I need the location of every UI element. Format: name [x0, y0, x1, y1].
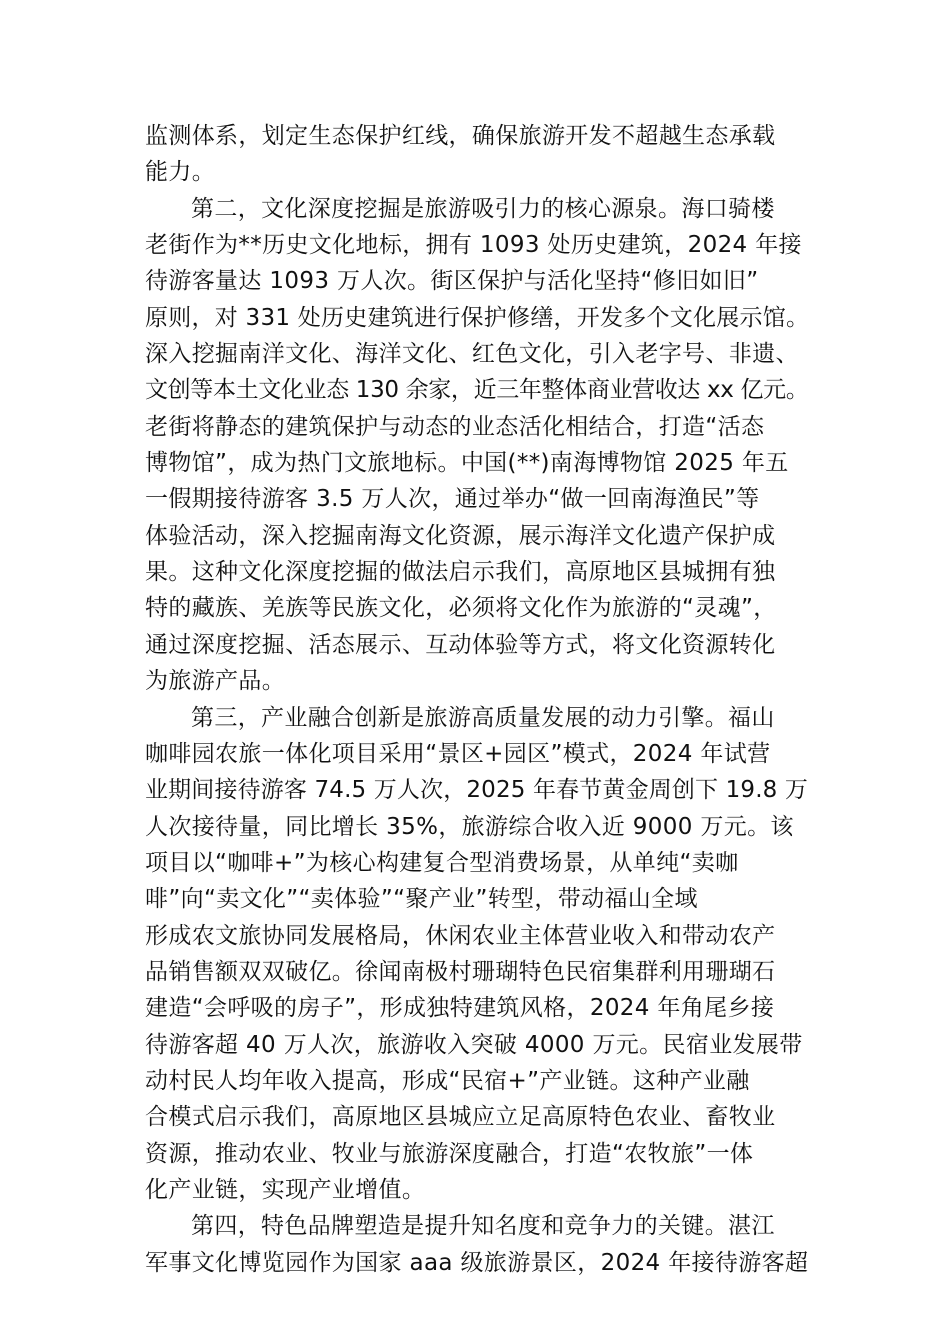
text-line: 啡”向“卖文化”“卖体验”“聚产业”转型，带动福山全域	[145, 886, 698, 913]
text-line: 形成农文旅协同发展格局，休闲农业主体营业收入和带动农产	[145, 922, 776, 949]
text-line: 能力。	[145, 159, 216, 186]
text-line: 特的藏族、羌族等民族文化，必须将文化作为旅游的“灵魂”，	[145, 595, 777, 622]
text-line: 通过深度挖掘、活态展示、互动体验等方式，将文化资源转化	[145, 631, 776, 658]
text-line: 老街将静态的建筑保护与动态的业态活化相结合，打造“活态	[145, 413, 765, 440]
text-line: 老街作为**历史文化地标，拥有 1093 处历史建筑，2024 年接	[145, 232, 802, 259]
text-line: 博物馆”，成为热门文旅地标。中国(**)南海博物馆 2025 年五	[145, 450, 789, 477]
paragraph-first-line: 第二，文化深度挖掘是旅游吸引力的核心源泉。海口骑楼	[191, 195, 775, 222]
text-line: 项目以“咖啡+”为核心构建复合型消费场景，从单纯“卖咖	[145, 849, 739, 876]
document-body-text	[145, 118, 810, 1281]
text-line: 监测体系，划定生态保护红线，确保旅游开发不超越生态承载	[145, 123, 776, 149]
text-line: 深入挖掘南洋文化、海洋文化、红色文化，引入老字号、非遗、	[145, 341, 799, 368]
text-line: 合模式启示我们，高原地区县城应立足高原特色农业、畜牧业	[145, 1104, 776, 1131]
text-line: 动村民人均年收入提高，形成“民宿+”产业链。这种产业融	[145, 1067, 750, 1094]
text-line: 资源，推动农业、牧业与旅游深度融合，打造“农牧旅”一体	[145, 1140, 754, 1167]
text-line: 为旅游产品。	[145, 668, 286, 695]
text-line: 待游客超 40 万人次，旅游收入突破 4000 万元。民宿业发展带	[145, 1031, 803, 1058]
text-line: 文创等本土文化业态 130 余家，近三年整体商业营收达 xx 亿元。	[145, 377, 809, 404]
text-line: 原则，对 331 处历史建筑进行保护修缮，开发多个文化展示馆。	[145, 304, 810, 331]
text-line: 化产业链，实现产业增值。	[145, 1176, 426, 1203]
text-line: 建造“会呼吸的房子”，形成独特建筑风格，2024 年角尾乡接	[145, 995, 775, 1022]
text-line: 体验活动，深入挖掘南海文化资源，展示海洋文化遗产保护成	[145, 522, 776, 549]
paragraph-first-line: 第四，特色品牌塑造是提升知名度和竞争力的关键。湛江	[191, 1213, 775, 1240]
text-line: 一假期接待游客 3.5 万人次，通过举办“做一回南海渔民”等	[145, 486, 760, 513]
text-line: 咖啡园农旅一体化项目采用“景区+园区”模式，2024 年试营	[145, 740, 771, 767]
paragraph-first-line: 第三，产业融合创新是旅游高质量发展的动力引擎。福山	[191, 704, 775, 731]
text-line: 果。这种文化深度挖掘的做法启示我们，高原地区县城拥有独	[145, 559, 776, 586]
text-line: 品销售额双双破亿。徐闻南极村珊瑚特色民宿集群利用珊瑚石	[145, 958, 776, 985]
text-line: 待游客量达 1093 万人次。街区保护与活化坚持“修旧如旧”	[145, 268, 759, 295]
text-line: 业期间接待游客 74.5 万人次，2025 年春节黄金周创下 19.8 万	[145, 777, 809, 804]
text-line: 人次接待量，同比增长 35%，旅游综合收入近 9000 万元。该	[145, 813, 794, 840]
text-line: 军事文化博览园作为国家 aaa 级旅游景区，2024 年接待游客超	[145, 1249, 809, 1276]
